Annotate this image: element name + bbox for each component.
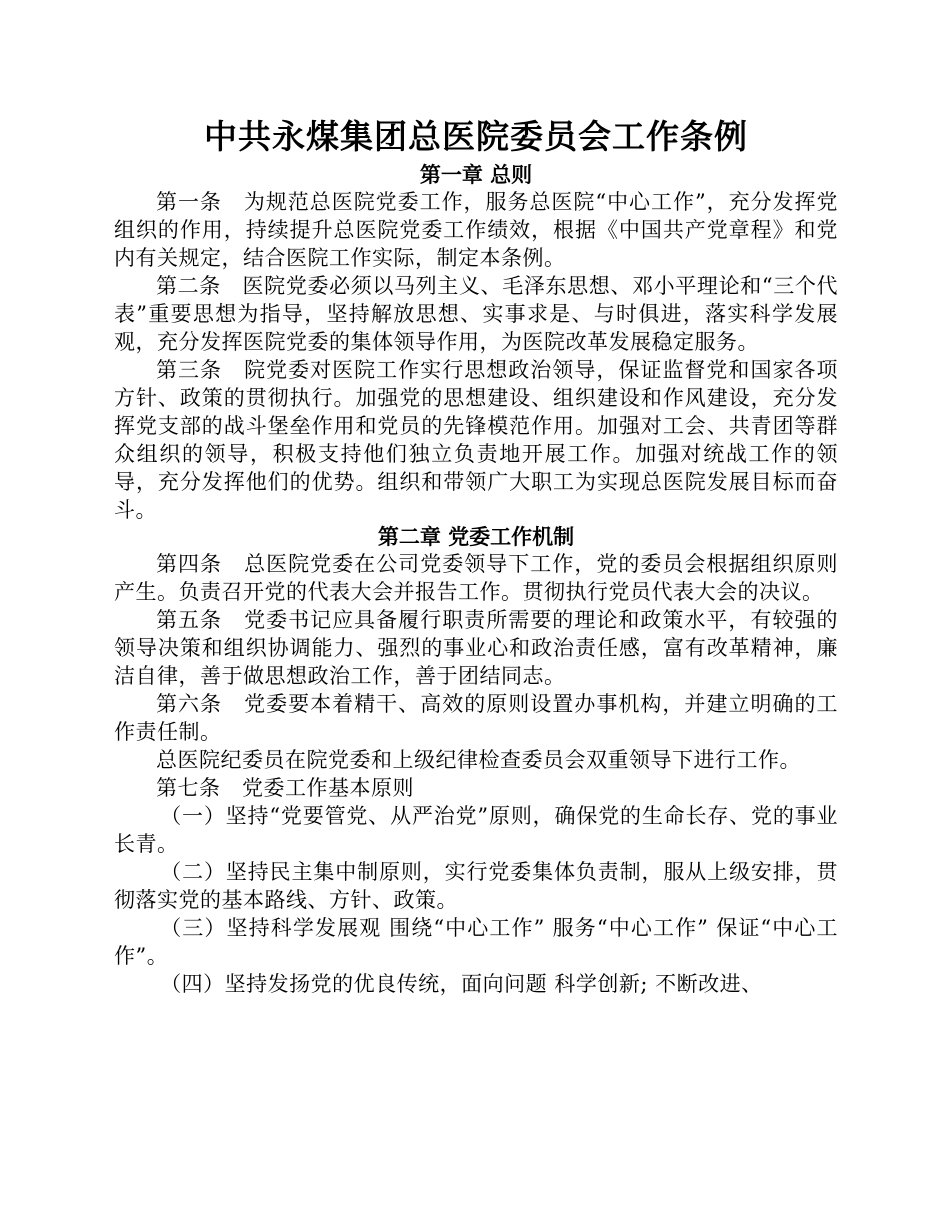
document-body (114, 112, 838, 998)
article-7: 第七条 党委工作基本原则 (156, 776, 414, 800)
article-1: 第一条 为规范总医院党委工作，服务总医院“中心工作”，充分发挥党组织的作用，持续提升总医院党委工作绩效，根据《中国共产党章程》和党内有关规定，结合医院工作实际，制定本条例。 (114, 190, 838, 270)
principle-item-3: （三）坚持科学发展观 围绕“中心工作” 服务“中心工作” 保证“中心工作”。 (114, 916, 838, 968)
principle-item-1: （一）坚持“党要管党、从严治党”原则，确保党的生命长存、党的事业长青。 (114, 804, 838, 856)
principle-item-4: （四）坚持发扬党的优良传统，面向问题 科学创新; 不断改进、 (160, 972, 763, 996)
article-4: 第四条 总医院党委在公司党委领导下工作，党的委员会根据组织原则产生。负责召开党的代表大会并报告工作。贯彻执行党员代表大会的决议。 (114, 552, 838, 604)
discipline-committee-paragraph: 总医院纪委员在院党委和上级纪律检查委员会双重领导下进行工作。 (156, 748, 801, 772)
article-5: 第五条 党委书记应具备履行职责所需要的理论和政策水平，有较强的领导决策和组织协调能力、强烈的事业心和政治责任感，富有改革精神，廉洁自律，善于做思想政治工作，善于团结同志。 (114, 608, 838, 688)
article-3: 第三条 院党委对医院工作实行思想政治领导，保证监督党和国家各项方针、政策的贯彻执行。加强党的思想建设、组织建设和作风建设，充分发挥党支部的战斗堡垒作用和党员的先锋模范作用。加强对工会、共青团等群众组织的领导，积极支持他们独立负责地开展工作。加强对统战工作的领导，充分发挥他们的优势。组织和带领广大职工为实现总医院发展目标而奋斗。 (114, 358, 838, 522)
chapter-1-heading: 第一章 总则 (419, 163, 533, 187)
document-title: 中共永煤集团总医院委员会工作条例 (204, 117, 748, 156)
article-6: 第六条 党委要本着精干、高效的原则设置办事机构，并建立明确的工作责任制。 (114, 692, 838, 744)
chapter-2-heading: 第二章 党委工作机制 (377, 525, 575, 549)
article-2: 第二条 医院党委必须以马列主义、毛泽东思想、邓小平理论和“三个代表”重要思想为指导，坚持解放思想、实事求是、与时俱进，落实科学发展观，充分发挥医院党委的集体领导作用，为医院改革发展稳定服务。 (114, 274, 838, 354)
principle-item-2: （二）坚持民主集中制原则，实行党委集体负责制，服从上级安排，贯彻落实党的基本路线、方针、政策。 (114, 860, 838, 912)
